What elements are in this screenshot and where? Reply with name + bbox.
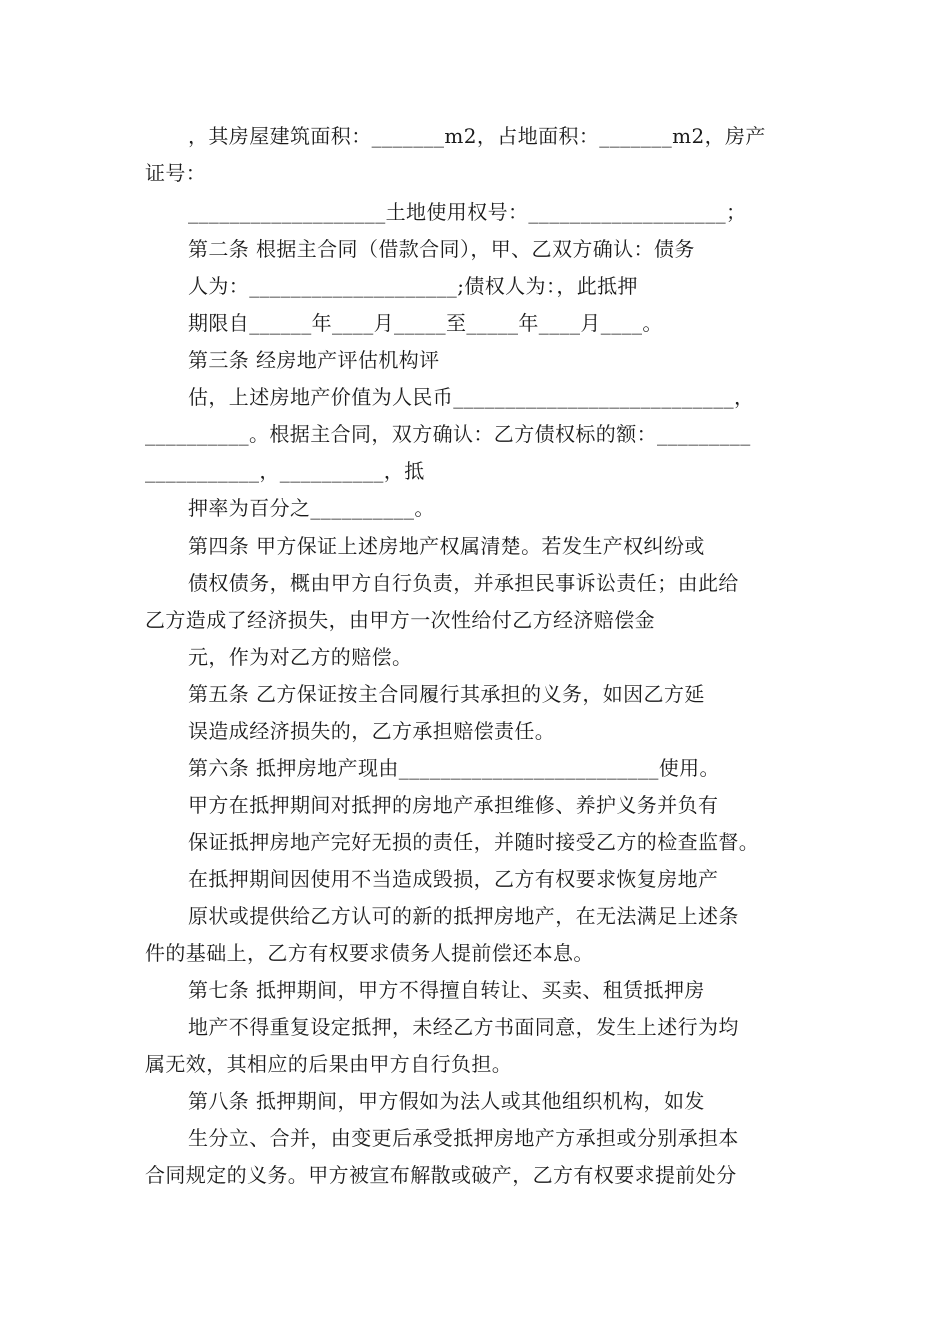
text-line: 甲方在抵押期间对抵押的房地产承担维修、养护义务并负有 [188, 793, 719, 817]
text-line: 原状或提供给乙方认可的新的抵押房地产，在无法满足上述条 [188, 904, 739, 928]
article-2-heading: 第二条 根据主合同（借款合同），甲、乙双方确认：债务 [188, 237, 695, 261]
text-line: 合同规定的义务。甲方被宣布解散或破产，乙方有权要求提前处分 [145, 1163, 737, 1187]
text-line: ___________________土地使用权号：___________________； [188, 200, 747, 224]
text-line: 债权债务，概由甲方自行负责，并承担民事诉讼责任；由此给 [188, 571, 739, 595]
text-line: ___________，__________，抵 [145, 459, 425, 483]
article-8-heading: 第八条 抵押期间，甲方假如为法人或其他组织机构，如发 [188, 1089, 705, 1113]
text-line: 地产不得重复设定抵押，未经乙方书面同意，发生上述行为均 [188, 1015, 739, 1039]
text-line: __________。根据主合同，双方确认：乙方债权标的额：_________ [145, 422, 751, 446]
text-line: 元，作为对乙方的赔偿。 [188, 645, 413, 669]
text-line: 期限自______年____月_____至_____年____月____。 [188, 311, 663, 335]
text-line: ，其房屋建筑面积：_______m2，占地面积：_______m2，房产 [188, 124, 766, 148]
text-line: 属无效，其相应的后果由甲方自行负担。 [145, 1052, 513, 1076]
text-line: 证号： [145, 161, 207, 185]
text-line: 误造成经济损失的，乙方承担赔偿责任。 [188, 719, 556, 743]
text-line: 保证抵押房地产完好无损的责任，并随时接受乙方的检查监督。 [188, 830, 760, 854]
text-line: 押率为百分之__________。 [188, 496, 435, 520]
article-3-heading: 第三条 经房地产评估机构评 [188, 348, 440, 372]
article-7-heading: 第七条 抵押期间，甲方不得擅自转让、买卖、租赁抵押房 [188, 978, 705, 1002]
text-line: 估，上述房地产价值为人民币___________________________， [188, 385, 755, 409]
text-line: 人为：____________________;债权人为：，此抵押 [188, 274, 638, 298]
text-line: 生分立、合并，由变更后承受抵押房地产方承担或分别承担本 [188, 1126, 739, 1150]
article-6-heading: 第六条 抵押房地产现由_________________________使用。 [188, 756, 720, 780]
article-4-heading: 第四条 甲方保证上述房地产权属清楚。若发生产权纠纷或 [188, 534, 705, 558]
text-line: 在抵押期间因使用不当造成毁损，乙方有权要求恢复房地产 [188, 867, 719, 891]
text-line: 件的基础上，乙方有权要求债务人提前偿还本息。 [145, 941, 594, 965]
text-line: 乙方造成了经济损失，由甲方一次性给付乙方经济赔偿金 [145, 608, 655, 632]
article-5-heading: 第五条 乙方保证按主合同履行其承担的义务，如因乙方延 [188, 682, 705, 706]
